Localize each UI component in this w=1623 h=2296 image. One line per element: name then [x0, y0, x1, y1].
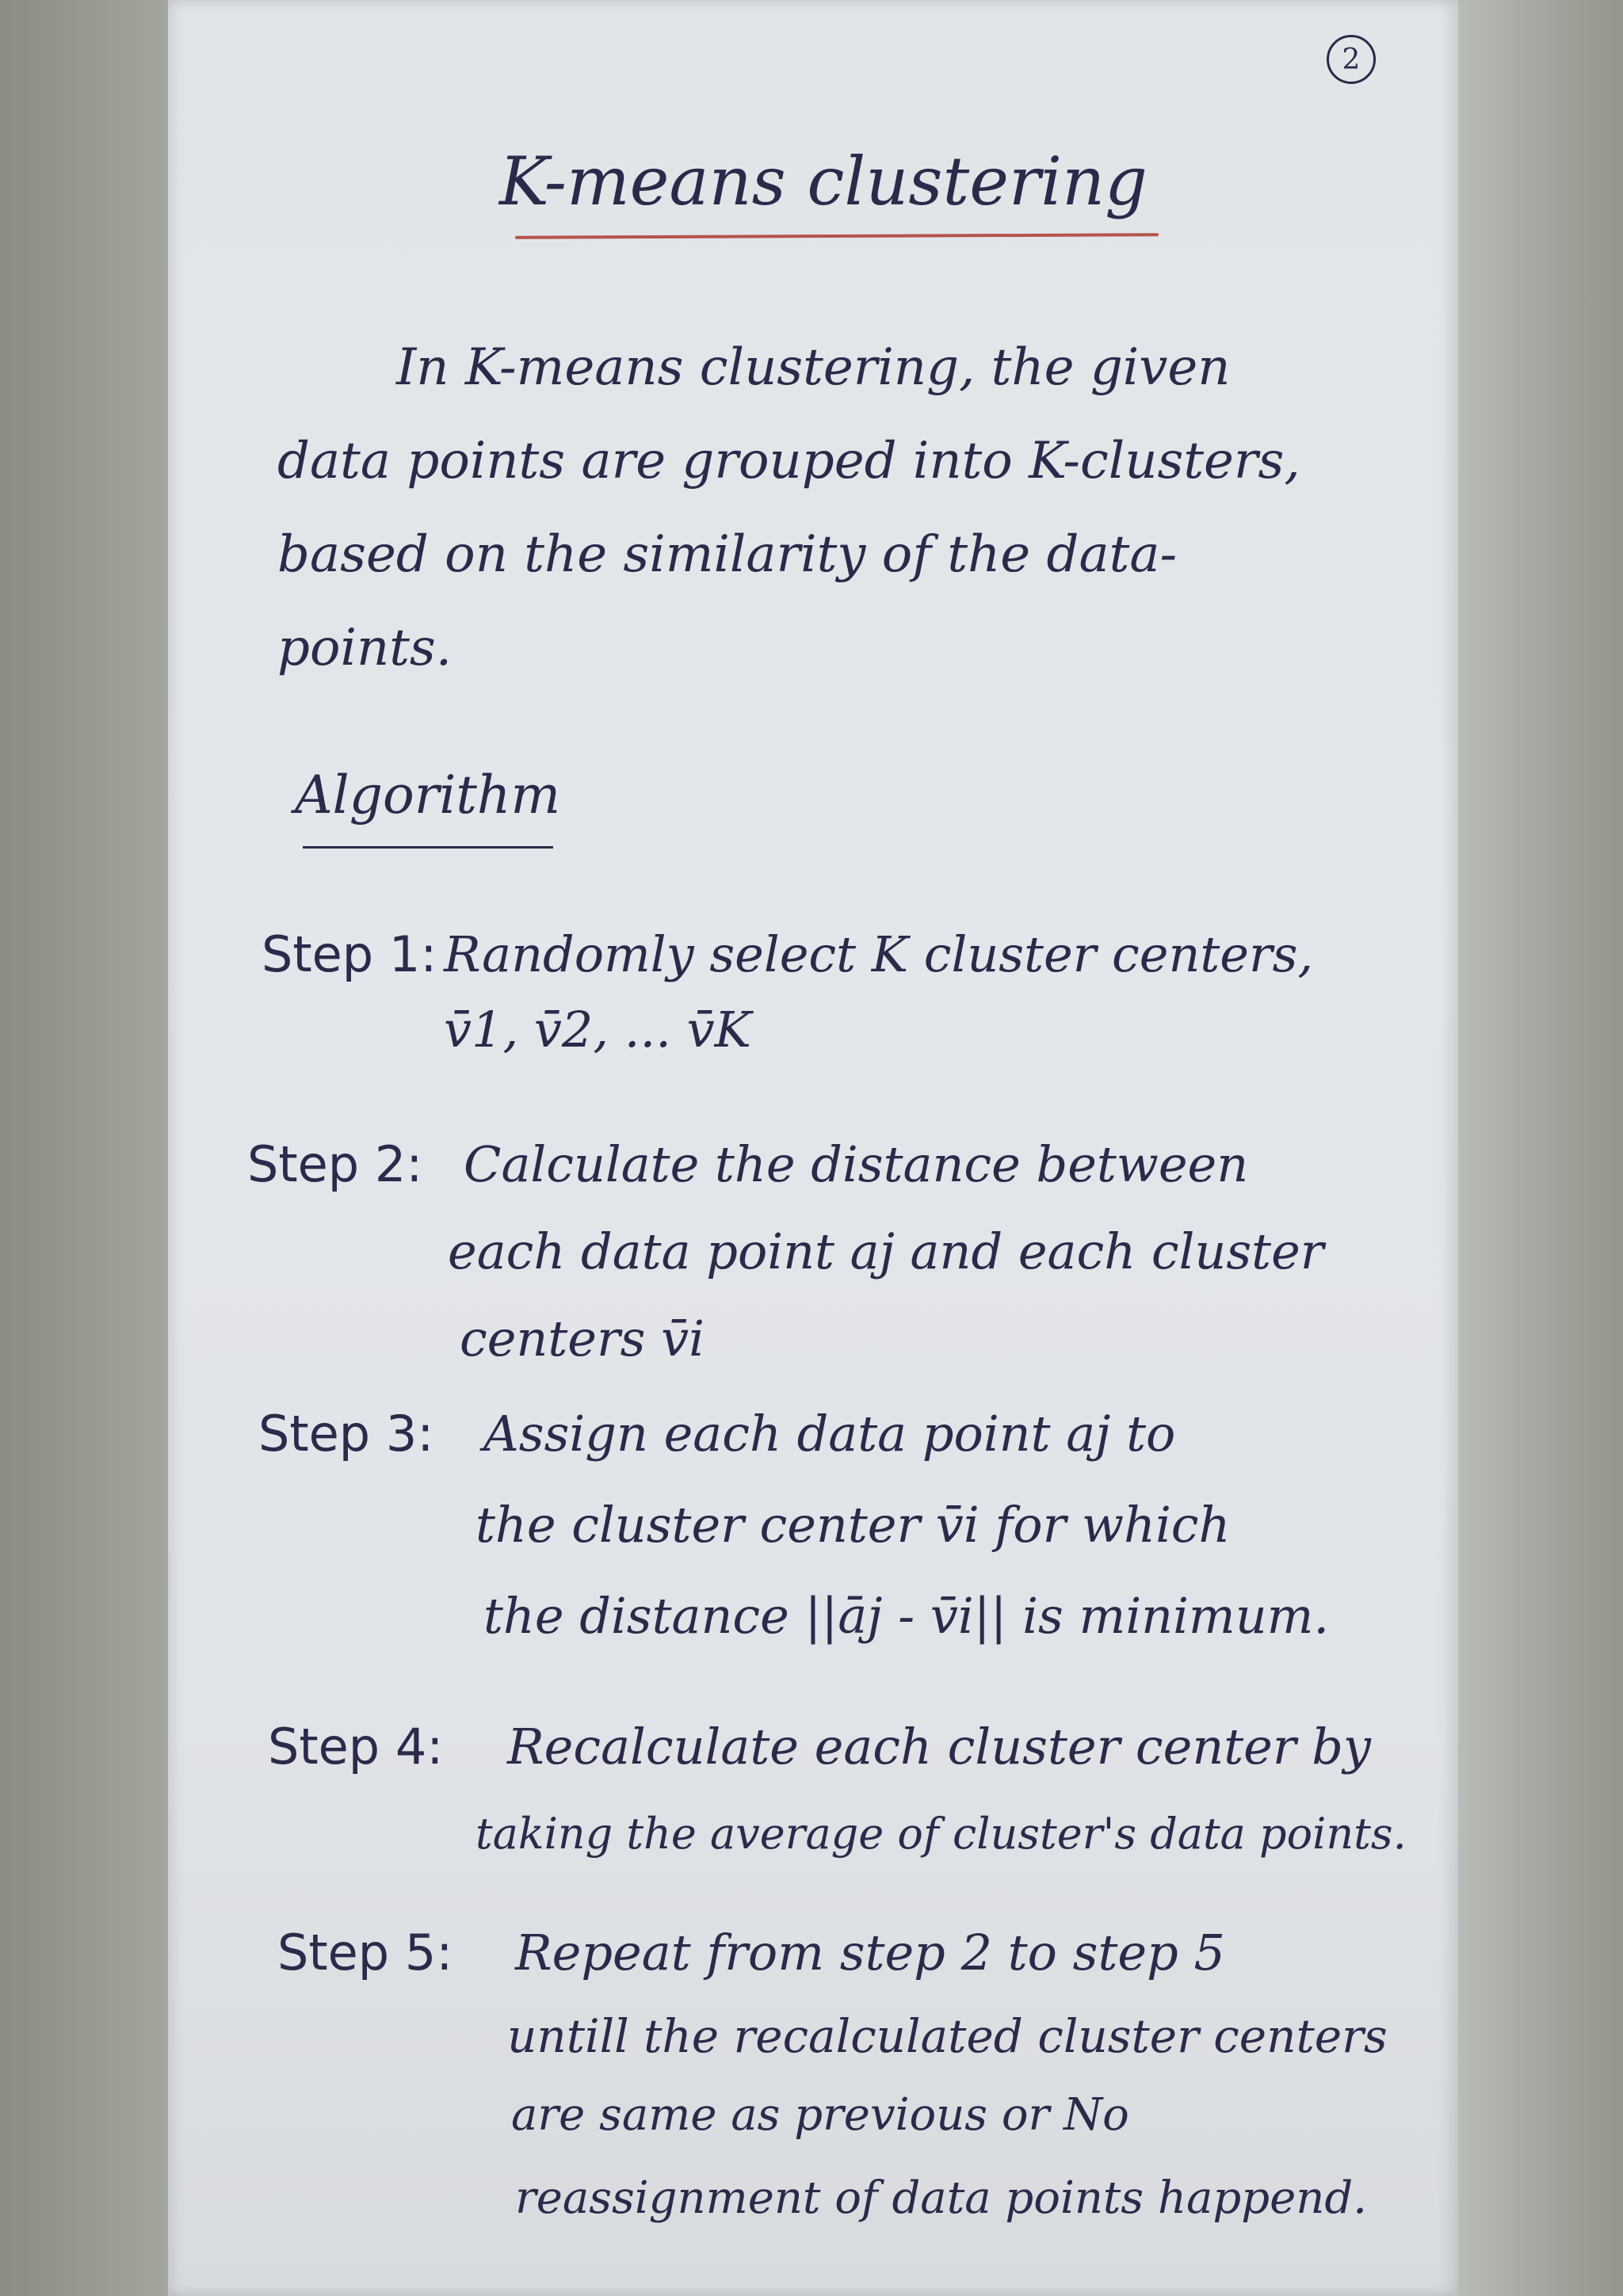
step-line: Calculate the distance between: [464, 1135, 1249, 1193]
step-line: Randomly select K cluster centers,: [444, 925, 1314, 983]
page-number: 2: [1327, 35, 1376, 84]
step-line: Recalculate each cluster center by: [507, 1718, 1371, 1775]
step-label: Step 2:: [247, 1135, 423, 1193]
step-line: each data point aj and each cluster: [448, 1222, 1324, 1280]
background-left: [0, 0, 168, 2296]
background-right: [1458, 0, 1623, 2296]
intro-line-4: points.: [277, 619, 453, 677]
step-line: the distance ||āj - v̄i|| is minimum.: [483, 1587, 1330, 1645]
step-label: Step 4:: [268, 1718, 444, 1775]
step-label: Step 1:: [262, 925, 437, 983]
step-line: centers v̄i: [460, 1310, 705, 1367]
intro-line-3: based on the similarity of the data-: [277, 525, 1178, 584]
step-line: the cluster center v̄i for which: [475, 1496, 1231, 1554]
step-line: v̄1, v̄2, ... v̄K: [444, 1001, 751, 1058]
step-line: Repeat from step 2 to step 5: [515, 1924, 1225, 1981]
step-line: taking the average of cluster's data points.: [475, 1809, 1407, 1859]
intro-paragraph: [277, 321, 1450, 695]
step-line: Assign each data point aj to: [483, 1405, 1176, 1463]
heading-underline: [303, 846, 553, 849]
page-title: K-means clustering: [499, 143, 1148, 220]
intro-line-2: data points are grouped into K-clusters,: [277, 432, 1300, 490]
algorithm-heading: Algorithm: [295, 765, 561, 826]
step-line: are same as previous or No: [511, 2089, 1129, 2141]
step-line: untill the recalculated cluster centers: [507, 2009, 1388, 2063]
step-line: reassignment of data points happend.: [515, 2172, 1367, 2224]
step-label: Step 3:: [258, 1405, 434, 1463]
intro-line-1: In K-means clustering, the given: [396, 338, 1231, 397]
step-label: Step 5:: [277, 1924, 453, 1981]
